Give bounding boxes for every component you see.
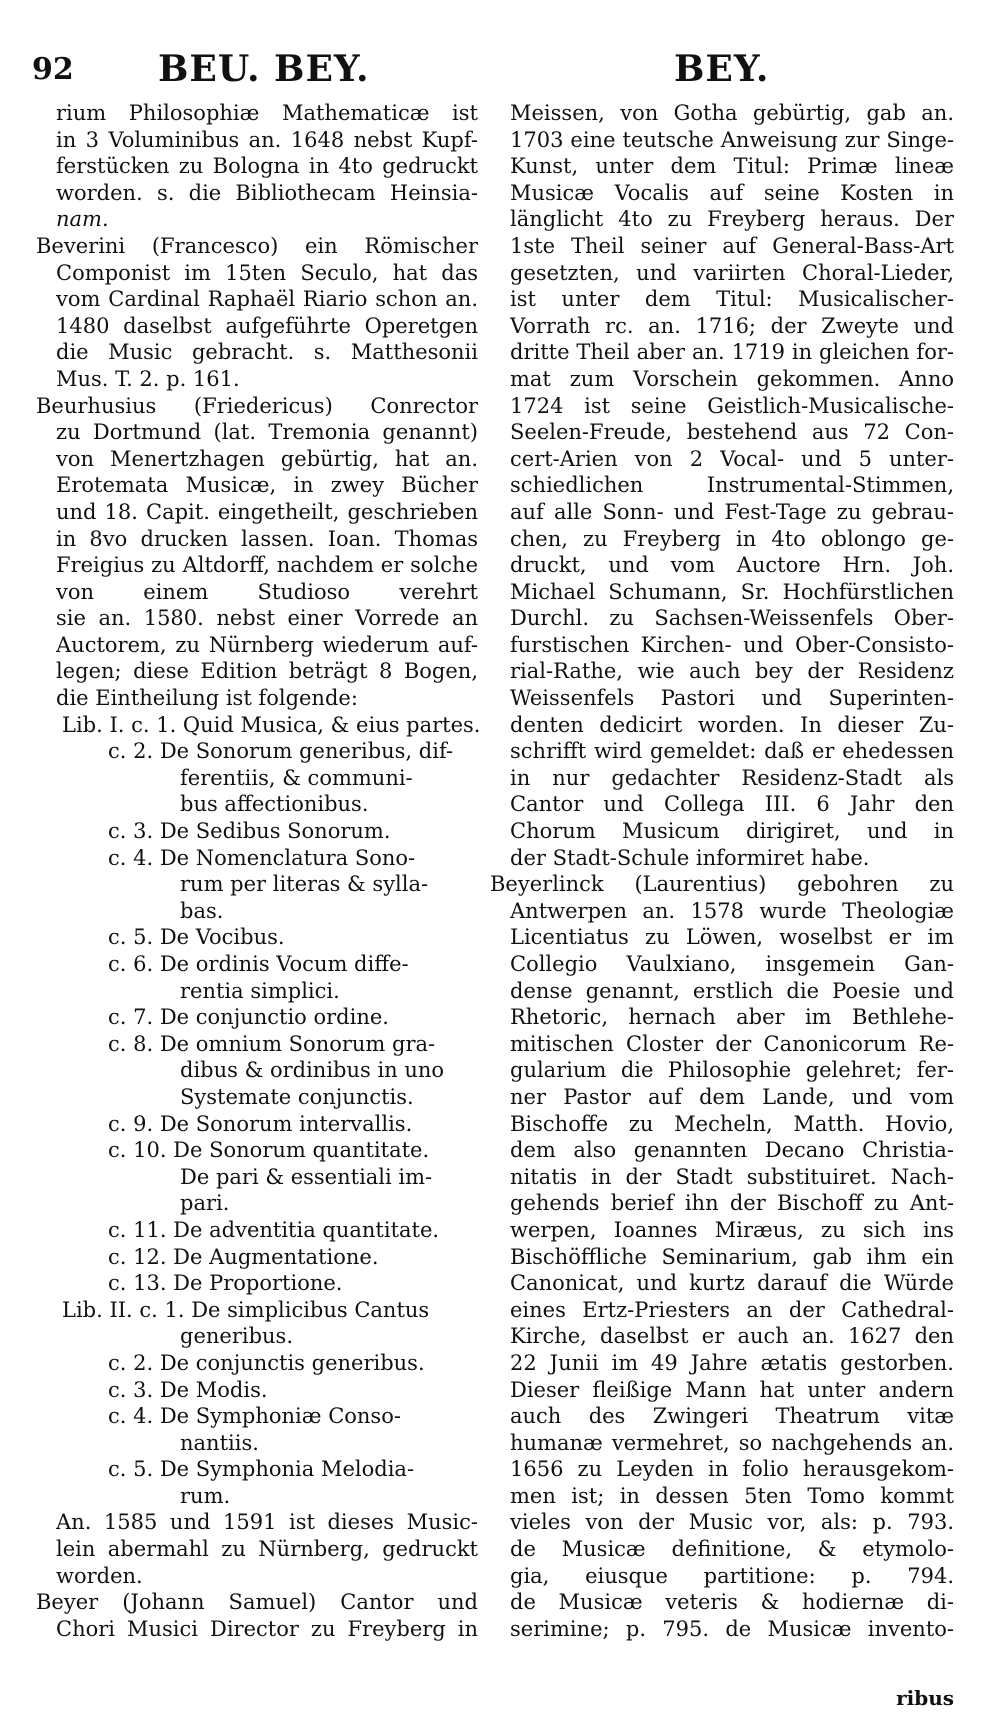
text-line: mitischen Closter der Canonicorum Re- xyxy=(510,1031,954,1056)
text-line: rum per literas & sylla- xyxy=(180,872,429,897)
text-line: ner Pastor auf dem Lande, und vom xyxy=(510,1084,954,1109)
text-line: worden. s. die Bibliothecam Heinsia- xyxy=(56,180,478,205)
text-line: humanæ vermehret, so nachgehends an. xyxy=(510,1430,954,1455)
text-line: Collegio Vaulxiano, insgemein Gan- xyxy=(510,952,954,976)
text-line: gularium die Philosophie gelehret; fer- xyxy=(510,1058,954,1083)
running-head-right: BEY. xyxy=(674,48,770,90)
text-line: nitatis in der Stadt substituiret. Nach- xyxy=(510,1164,954,1189)
text-line: Chorum Musicum dirigiret, und in xyxy=(510,819,954,844)
text-line: Vorrath rc. an. 1716; der Zweyte und xyxy=(510,313,954,338)
text-line: c. 4. De Nomenclatura Sono- xyxy=(108,845,416,870)
text-line: c. 10. De Sonorum quantitate. xyxy=(108,1138,430,1163)
text-line: c. 12. De Augmentatione. xyxy=(108,1244,379,1269)
text-line: c. 5. De Vocibus. xyxy=(108,925,285,950)
running-head-left: BEU. BEY. xyxy=(158,48,370,90)
text-line: länglicht 4to zu Freyberg heraus. Der xyxy=(510,207,954,232)
page-number: 92 xyxy=(32,52,74,87)
text-line: de Musicæ definitione, & etymolo- xyxy=(510,1537,954,1562)
text-line: zu Dortmund (lat. Tremonia genannt) xyxy=(56,420,478,445)
text-line: gesetzten, und variirten Choral-Lieder, xyxy=(510,260,954,285)
text-line: Kunst, unter dem Titul: Primæ lineæ xyxy=(510,154,954,179)
text-line: Antwerpen an. 1578 wurde Theologiæ xyxy=(510,898,954,923)
text-line: Beyerlinck (Laurentius) gebohren zu xyxy=(490,872,954,897)
text-line: c. 9. De Sonorum intervallis. xyxy=(108,1111,413,1136)
text-line: vieles von der Music vor, als: p. 793. xyxy=(510,1510,954,1535)
text-line: sie an. 1580. nebst einer Vorrede an xyxy=(56,606,478,631)
text-line: de Musicæ veteris & hodiernæ di- xyxy=(510,1590,954,1615)
text-line: eines Ertz-Priesters an der Cathedral- xyxy=(510,1297,954,1322)
text-line: Systemate conjunctis. xyxy=(180,1084,414,1109)
text-line: dibus & ordinibus in uno xyxy=(180,1058,445,1083)
text-line: pari. xyxy=(180,1191,230,1216)
text-line: Lib. I. c. 1. Quid Musica, & eius partes. xyxy=(62,712,481,737)
text-line: c. 2. De Sonorum generibus, dif- xyxy=(108,739,454,764)
text-line: Bischoffe zu Mecheln, Matth. Hovio, xyxy=(510,1111,954,1136)
text-line: 1ste Theil seiner auf General-Bass-Art xyxy=(510,233,954,258)
text-line: 22 Junii im 49 Jahre ætatis gestorben. xyxy=(510,1350,954,1375)
text-line: furstischen Kirchen- und Ober-Consisto- xyxy=(510,632,954,657)
text-line: gehends berief ihn der Bischoff zu Ant- xyxy=(510,1191,954,1216)
text-line: Beverini (Francesco) ein Römischer xyxy=(36,233,478,258)
text-line: lein abermahl zu Nürnberg, gedruckt xyxy=(56,1537,478,1562)
text-line: mat zum Vorschein gekommen. Anno xyxy=(510,366,954,391)
text-line: auf alle Sonn- und Fest-Tage zu gebrau- xyxy=(510,499,954,524)
text-line: 1724 ist seine Geistlich-Musicalische- xyxy=(510,393,954,418)
text-line: schiedlichen Instrumental-Stimmen, xyxy=(510,473,954,498)
text-line: dense genannt, erstlich die Poesie und xyxy=(510,978,954,1003)
text-line: Dieser fleißige Mann hat unter andern xyxy=(510,1377,954,1402)
text-line: Auctorem, zu Nürnberg wiederum auf- xyxy=(56,632,478,657)
text-line: und 18. Capit. eingetheilt, geschrieben xyxy=(56,499,478,524)
text-line: Kirche, daselbst er auch an. 1627 den xyxy=(510,1324,954,1349)
text-line: in nur gedachter Residenz-Stadt als xyxy=(510,765,954,790)
text-line: werpen, Ioannes Miræus, zu sich ins xyxy=(510,1217,954,1242)
text-line: c. 7. De conjunctio ordine. xyxy=(108,1005,389,1030)
text-line: Chori Musici Director zu Freyberg in xyxy=(56,1616,478,1641)
text-line: Lib. II. c. 1. De simplicibus Cantus xyxy=(62,1297,430,1322)
text-line: 1656 zu Leyden in folio herausgekom- xyxy=(510,1457,954,1482)
text-line: men ist; in dessen 5ten Tomo kommt xyxy=(510,1483,954,1508)
text-line: rial-Rathe, wie auch bey der Residenz xyxy=(510,659,954,684)
text-line: denten dedicirt worden. In dieser Zu- xyxy=(510,712,954,737)
text-line: ferstücken zu Bologna in 4to gedruckt xyxy=(56,154,478,179)
left-column xyxy=(36,100,481,1642)
text-line: 1703 eine teutsche Anweisung zur Singe- xyxy=(510,127,954,152)
text-line: Weissenfels Pastori und Superinten- xyxy=(510,686,954,711)
text-line: in 8vo drucken lassen. Ioan. Thomas xyxy=(56,526,478,551)
text-line: Freigius zu Altdorff, nachdem er solche xyxy=(56,553,478,578)
text-line: von Menertzhagen gebürtig, hat an. xyxy=(56,446,478,471)
text-line: rentia simplici. xyxy=(180,978,340,1003)
text-line: Erotemata Musicæ, in zwey Bücher xyxy=(56,473,478,498)
text-line: 1480 daselbst aufgeführte Operetgen xyxy=(56,313,478,338)
text-line: die Music gebracht. s. Matthesonii xyxy=(56,340,478,365)
text-line: legen; diese Edition beträgt 8 Bogen, xyxy=(56,659,478,684)
text-line: ist unter dem Titul: Musicalischer- xyxy=(510,287,954,312)
text-line: Componist im 15ten Seculo, hat das xyxy=(56,260,478,285)
text-line: dritte Theil aber an. 1719 in gleichen for- xyxy=(510,340,954,365)
text-line: Michael Schumann, Sr. Hochfürstlichen xyxy=(510,579,954,604)
text-line: Meissen, von Gotha gebürtig, gab an. xyxy=(510,101,954,125)
text-line: auch des Zwingeri Theatrum vitæ xyxy=(510,1404,954,1429)
text-line: An. 1585 und 1591 ist dieses Music- xyxy=(56,1510,478,1535)
text-line: Licentiatus zu Löwen, woselbst er im xyxy=(510,925,954,950)
text-line: vom Cardinal Raphaël Riario schon an. xyxy=(56,287,478,312)
text-line: c. 13. De Proportione. xyxy=(108,1271,343,1296)
text-line: die Eintheilung ist folgende: xyxy=(56,686,358,711)
text-line: Cantor und Collega III. 6 Jahr den xyxy=(510,792,954,817)
text-line: dem also genannten Decano Christia- xyxy=(510,1138,954,1163)
text-line: Rhetoric, hernach aber im Bethlehe- xyxy=(510,1005,954,1030)
text-line: Beurhusius (Friedericus) Conrector xyxy=(36,393,478,418)
text-line: c. 2. De conjunctis generibus. xyxy=(108,1350,425,1375)
text-line: ferentiis, & communi- xyxy=(180,765,413,790)
text-line: gia, eiusque partitione: p. 794. xyxy=(510,1563,954,1588)
text-line: chen, zu Freyberg in 4to oblongo ge- xyxy=(510,526,954,551)
text-line: generibus. xyxy=(180,1324,293,1349)
text-line: in 3 Voluminibus an. 1648 nebst Kupf- xyxy=(56,127,478,152)
text-line: schrifft wird gemeldet: daß er ehedessen xyxy=(510,739,954,764)
right-column xyxy=(490,100,954,1642)
text-line: c. 8. De omnium Sonorum gra- xyxy=(108,1031,436,1056)
text-line: Beyer (Johann Samuel) Cantor und xyxy=(36,1590,478,1615)
text-line: druckt, und vom Auctore Hrn. Joh. xyxy=(510,553,954,578)
text-line: Bischöffliche Seminarium, gab ihm ein xyxy=(510,1244,954,1269)
text-line: c. 3. De Sedibus Sonorum. xyxy=(108,819,391,844)
text-line: Musicæ Vocalis auf seine Kosten in xyxy=(510,180,954,205)
text-line: worden. xyxy=(56,1563,143,1588)
text-line: Seelen-Freude, bestehend aus 72 Con- xyxy=(510,420,954,445)
text-line: Mus. T. 2. p. 161. xyxy=(56,366,240,391)
running-header xyxy=(0,48,1000,98)
text-line: c. 3. De Modis. xyxy=(108,1377,268,1402)
text-line: nantiis. xyxy=(180,1430,259,1455)
text-line: serimine; p. 795. de Musicæ invento- xyxy=(510,1616,954,1641)
text-line: c. 4. De Symphoniæ Conso- xyxy=(108,1404,401,1429)
text-line: De pari & essentiali im- xyxy=(180,1164,433,1189)
text-line: Canonicat, und kurtz darauf die Würde xyxy=(510,1271,954,1296)
catchword: ribus xyxy=(896,1686,954,1710)
text-line: rium Philosophiæ Mathematicæ ist xyxy=(56,101,478,125)
text-line: Durchl. zu Sachsen-Weissenfels Ober- xyxy=(510,606,954,631)
text-line: c. 11. De adventitia quantitate. xyxy=(108,1217,440,1242)
text-line: rum. xyxy=(180,1483,231,1508)
text-line: c. 6. De ordinis Vocum diffe- xyxy=(108,952,409,976)
text-line: der Stadt-Schule informiret habe. xyxy=(510,845,870,870)
text-line: bas. xyxy=(180,898,224,923)
text-line: nam. xyxy=(56,207,109,232)
text-line: bus affectionibus. xyxy=(180,792,369,817)
text-line: von einem Studioso verehrt xyxy=(56,579,478,604)
text-line: cert-Arien von 2 Vocal- und 5 unter- xyxy=(510,446,954,471)
text-line: c. 5. De Symphonia Melodia- xyxy=(108,1457,415,1482)
